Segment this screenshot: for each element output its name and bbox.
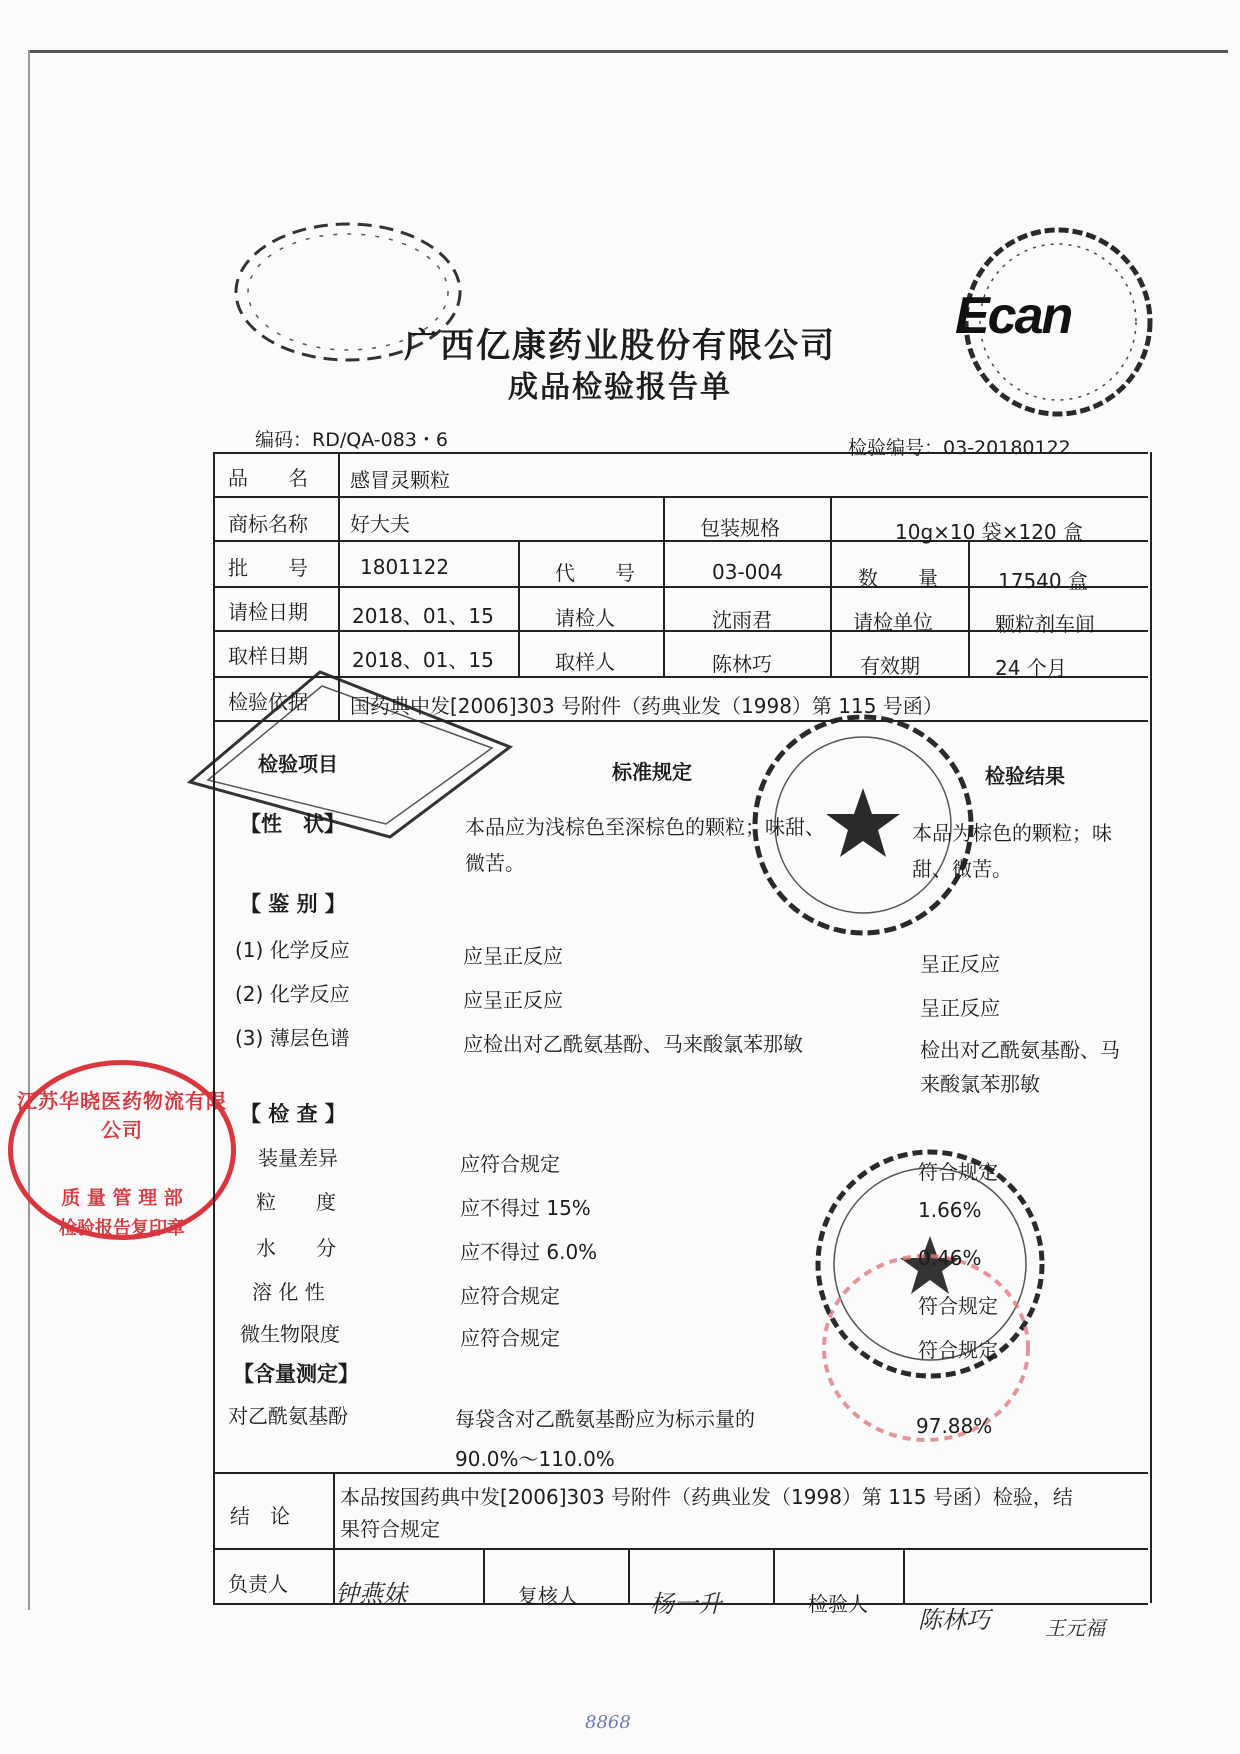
ident-result-1: 呈正反应 xyxy=(920,952,1000,976)
doc-code xyxy=(255,425,448,452)
insp-item-5: 微生物限度 xyxy=(240,1322,340,1346)
product-name: 感冒灵颗粒 xyxy=(350,468,450,492)
properties-standard-line2: 微苦。 xyxy=(465,851,525,875)
ident-item-1: (1) 化学反应 xyxy=(235,938,350,962)
ident-standard-2: 应呈正反应 xyxy=(463,988,563,1012)
ident-standard-1: 应呈正反应 xyxy=(463,944,563,968)
package-label: 包装规格 xyxy=(700,516,780,540)
insp-item-2: 粒 度 xyxy=(256,1190,336,1214)
col-line xyxy=(518,540,520,676)
properties-result-line1: 本品为棕色的颗粒；味 xyxy=(912,821,1112,845)
properties-result xyxy=(912,818,1112,884)
report-title: 成品检验报告单 xyxy=(508,370,732,405)
sample-date: 2018、01、15 xyxy=(352,648,494,672)
assay-result: 97.88% xyxy=(916,1414,993,1438)
ident-item-3: (3) 薄层色谱 xyxy=(235,1026,350,1050)
inspector-label: 检验人 xyxy=(808,1592,868,1616)
col-line xyxy=(483,1548,485,1603)
ident-item-2: (2) 化学反应 xyxy=(235,982,350,1006)
red-stamp-company: 江苏华晓医药物流有限公司 xyxy=(17,1089,227,1142)
code-label: 代 号 xyxy=(555,561,635,585)
col-line xyxy=(830,496,832,676)
properties-standard-line1: 本品应为浅棕色至深棕色的颗粒；味甜、 xyxy=(465,815,825,839)
insp-standard-3: 应不得过 6.0% xyxy=(460,1240,598,1264)
col-header-standard: 标准规定 xyxy=(612,760,692,784)
ident-result-2: 呈正反应 xyxy=(920,996,1000,1020)
insp-standard-2: 应不得过 15% xyxy=(460,1196,591,1220)
inspection-number-label: 检验编号： xyxy=(848,437,944,459)
insp-item-4: 溶 化 性 xyxy=(252,1280,325,1304)
properties-result-line2: 甜、微苦。 xyxy=(912,857,1012,881)
insp-item-1: 装量差异 xyxy=(258,1146,338,1170)
insp-result-2: 1.66% xyxy=(918,1198,982,1222)
footer-handwriting: 8868 xyxy=(585,1712,631,1733)
basis-label: 检验依据 xyxy=(228,690,308,714)
insp-result-1: 符合规定 xyxy=(918,1160,998,1184)
scan-edge-left xyxy=(28,50,30,1610)
request-date-label: 请检日期 xyxy=(228,600,308,624)
requester: 沈雨君 xyxy=(712,608,772,632)
reviewer-label: 复核人 xyxy=(518,1584,578,1608)
col-line xyxy=(903,1548,905,1603)
row-line xyxy=(213,496,1148,498)
insp-item-3: 水 分 xyxy=(256,1236,336,1260)
assay-standard-line1: 每袋含对乙酰氨基酚应为标示量的 xyxy=(455,1407,755,1431)
col-line xyxy=(338,452,340,720)
trademark-label: 商标名称 xyxy=(228,512,308,536)
trademark: 好大夫 xyxy=(350,512,410,536)
assay-standard-line2: 90.0%～110.0% xyxy=(455,1447,615,1471)
code: 03-004 xyxy=(712,560,783,584)
batch-label: 批 号 xyxy=(228,556,308,580)
responsible-label: 负责人 xyxy=(228,1572,288,1596)
properties-standard xyxy=(465,812,825,878)
col-line xyxy=(663,496,665,676)
insp-standard-4: 应符合规定 xyxy=(460,1284,560,1308)
ident-result-3: 检出对乙酰氨基酚、马 xyxy=(920,1038,1120,1062)
insp-result-3: 0.46% xyxy=(918,1246,982,1270)
insp-result-4: 符合规定 xyxy=(918,1294,998,1318)
insp-standard-5: 应符合规定 xyxy=(460,1326,560,1350)
row-line xyxy=(213,720,1148,722)
company-name: 广西亿康药业股份有限公司 xyxy=(404,326,836,366)
conclusion-label: 结 论 xyxy=(230,1504,290,1528)
request-unit-label: 请检单位 xyxy=(853,610,933,634)
reviewer-signature: 杨一升 xyxy=(650,1590,722,1618)
responsible-signature: 钟燕妹 xyxy=(335,1580,407,1608)
ident-result-3b: 来酸氯苯那敏 xyxy=(920,1072,1040,1096)
assay-item: 对乙酰氨基酚 xyxy=(228,1404,348,1428)
request-unit: 颗粒剂车间 xyxy=(995,612,1095,636)
col-header-item: 检验项目 xyxy=(258,752,338,776)
package: 10g×10 袋×120 盒 xyxy=(895,520,1083,544)
doc-code-label: 编码： xyxy=(255,429,313,451)
scan-edge xyxy=(28,50,1228,53)
inspector-signature: 陈林巧 xyxy=(918,1606,990,1634)
quantity: 17540 盒 xyxy=(998,569,1088,593)
insp-result-5: 符合规定 xyxy=(918,1338,998,1362)
properties-label: 【性 状】 xyxy=(240,812,345,836)
ident-standard-3: 应检出对乙酰氨基酚、马来酸氯苯那敏 xyxy=(463,1032,803,1056)
row-line xyxy=(213,452,1148,454)
batch: 1801122 xyxy=(360,555,450,579)
inspection-number-value: 03-20180122 xyxy=(943,437,1071,459)
sampler-label: 取样人 xyxy=(555,650,615,674)
basis: 国药典中发[2006]303 号附件（药典业发（1998）第 115 号函） xyxy=(350,694,943,718)
conclusion-line1: 本品按国药典中发[2006]303 号附件（药典业发（1998）第 115 号函）检验，结 xyxy=(340,1485,1073,1509)
insp-standard-1: 应符合规定 xyxy=(460,1152,560,1176)
col-header-result: 检验结果 xyxy=(985,764,1065,788)
assay-label: 【含量测定】 xyxy=(233,1362,359,1386)
col-line xyxy=(773,1548,775,1603)
product-name-label: 品 名 xyxy=(228,466,308,490)
extra-signature: 王元福 xyxy=(1045,1616,1105,1640)
sample-date-label: 取样日期 xyxy=(228,644,308,668)
red-stamp-dept: 质 量 管 理 部 xyxy=(61,1187,183,1209)
col-line xyxy=(968,540,970,676)
assay-standard xyxy=(455,1404,755,1474)
doc-code-value: RD/QA-083・6 xyxy=(312,429,448,451)
sampler: 陈林巧 xyxy=(712,652,772,676)
validity: 24 个月 xyxy=(995,656,1067,680)
request-date: 2018、01、15 xyxy=(352,604,494,628)
validity-label: 有效期 xyxy=(860,654,920,678)
row-line xyxy=(213,1548,1148,1550)
conclusion-text xyxy=(340,1482,1073,1544)
inspection-label: 【 检 查 】 xyxy=(240,1102,346,1126)
conclusion-line2: 果符合规定 xyxy=(340,1517,440,1541)
quantity-label: 数 量 xyxy=(858,566,938,590)
ecan-logo: Ecan xyxy=(955,287,1072,345)
identification-label: 【 鉴 别 】 xyxy=(240,892,346,916)
requester-label: 请检人 xyxy=(555,606,615,630)
col-line xyxy=(628,1548,630,1603)
red-copy-stamp xyxy=(8,1060,236,1240)
red-stamp-purpose: 检验报告复印章 xyxy=(59,1218,185,1239)
